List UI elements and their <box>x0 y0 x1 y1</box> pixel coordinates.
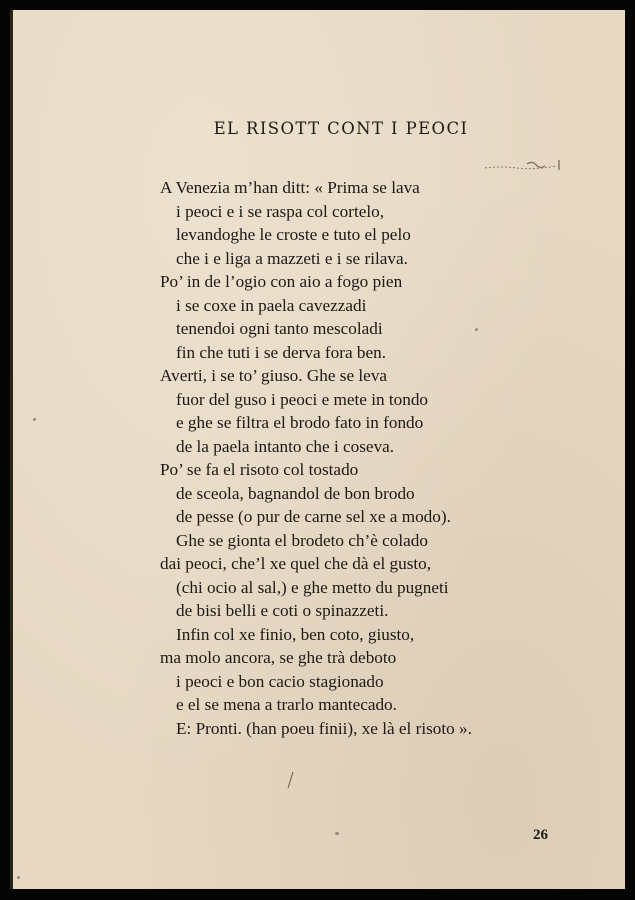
poem-line: levandoghe le croste e tuto el pelo <box>176 225 411 244</box>
poem-line: Ghe se gionta el brodeto ch’è colado <box>176 530 428 550</box>
poem-line: Po’ in de l’ogio con aio a fogo pien <box>160 272 403 291</box>
poem-line: tenendoi ogni tanto mescoladi <box>176 319 383 338</box>
paper-speck <box>335 832 339 835</box>
poem-line: i peoci e bon cacio stagionado <box>176 671 384 691</box>
paper-speck <box>33 418 36 421</box>
pencil-mark <box>285 770 295 790</box>
poem-line: Averti, i se to’ giuso. Ghe se leva <box>160 366 388 385</box>
poem-line: dai peoci, che’l xe quel che dà el gusto, <box>160 554 432 573</box>
poem-line: fuor del guso i peoci e mete in tondo <box>176 389 429 409</box>
poem-line: (chi ocio al sal,) e ghe metto du pugneti <box>176 577 449 597</box>
poem-line: fin che tuti i se derva fora ben. <box>176 342 386 362</box>
poem-line: Infin col xe finio, ben coto, giusto, <box>176 624 415 644</box>
poem-line: i peoci e i se raspa col cortelo, <box>176 201 385 221</box>
poem-text <box>160 176 472 740</box>
poem-line: e ghe se filtra el brodo fato in fondo <box>176 413 424 432</box>
poem-line: de la paela intanto che i coseva. <box>176 436 395 456</box>
ink-smudge <box>481 158 561 172</box>
poem-title: EL RISOTT CONT I PEOCI <box>213 119 469 138</box>
page-number: 26 <box>533 827 548 843</box>
poem-line: de bisi belli e coti o spinazzeti. <box>176 601 389 620</box>
paper-speck <box>475 328 478 331</box>
poem-line: Po’ se fa el risoto col tostado <box>160 460 359 479</box>
book-page <box>10 10 625 889</box>
paper-speck <box>17 876 20 879</box>
poem-line: che i e liga a mazzeti e i se rilava. <box>176 248 408 268</box>
poem-line: i se coxe in paela cavezzadi <box>176 295 367 315</box>
poem-line: ma molo ancora, se ghe trà deboto <box>160 648 397 667</box>
poem-line: A Venezia m’han ditt: « Prima se lava <box>160 178 420 197</box>
poem-line: de sceola, bagnandol de bon brodo <box>176 483 415 503</box>
poem-line: de pesse (o pur de carne sel xe a modo). <box>176 507 451 526</box>
poem-line: E: Pronti. (han poeu finii), xe là el risoto ». <box>176 718 472 738</box>
poem-line: e el se mena a trarlo mantecado. <box>176 695 397 714</box>
